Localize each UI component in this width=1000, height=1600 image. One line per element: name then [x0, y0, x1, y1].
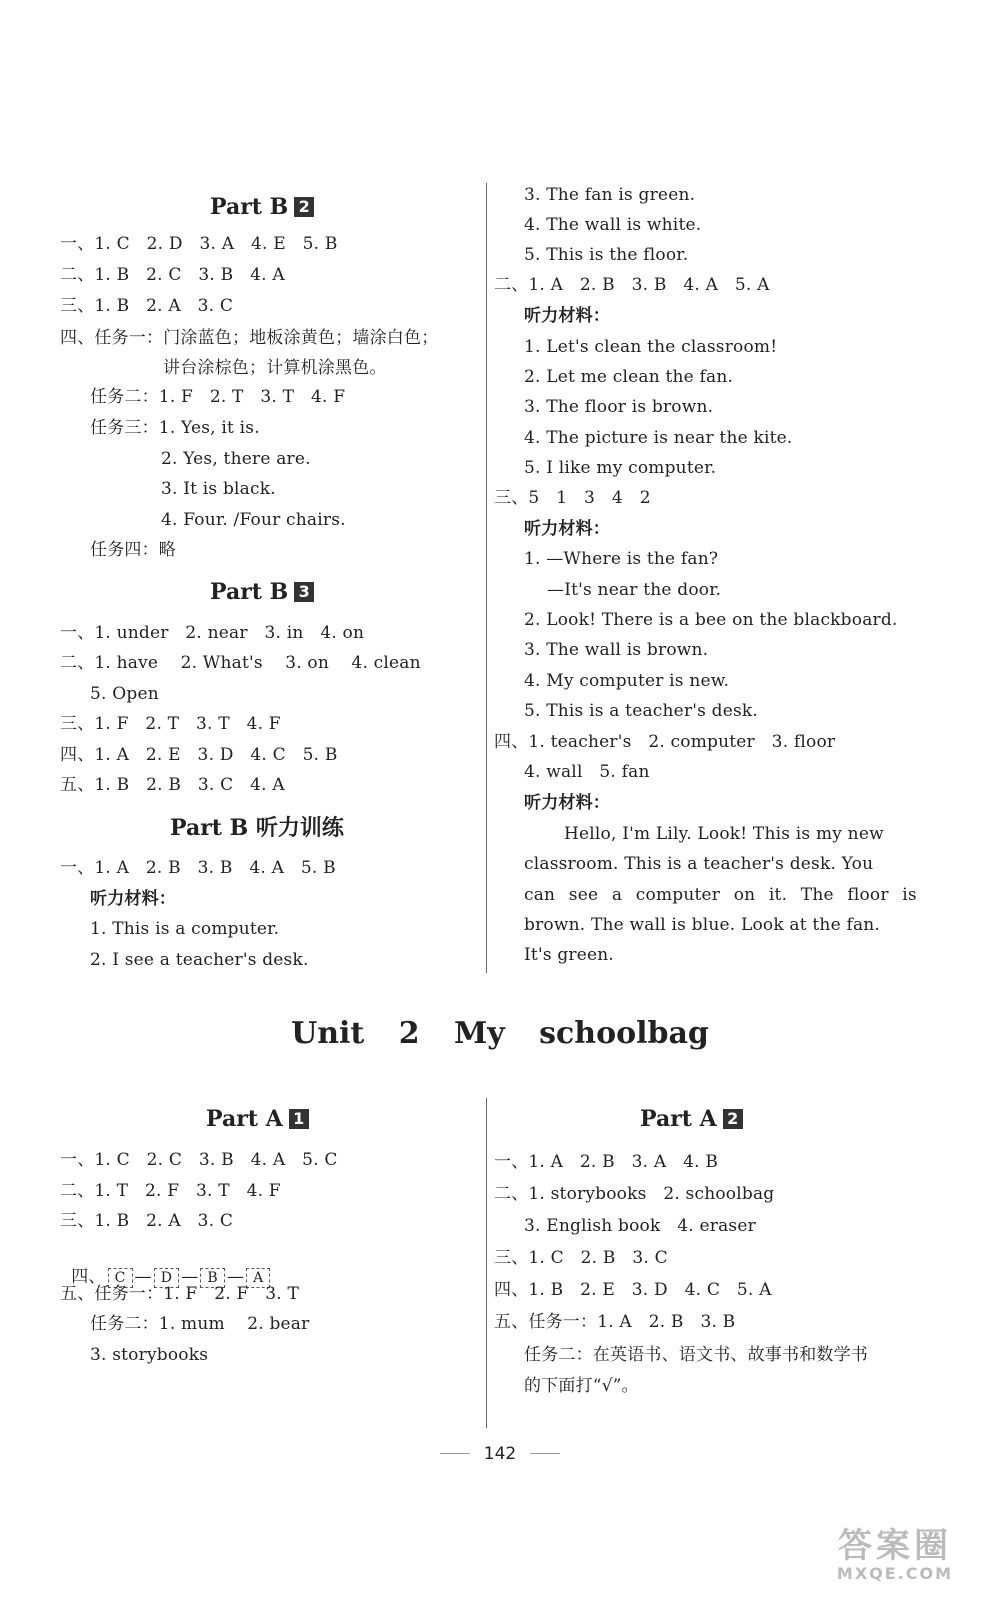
answer-line: 3. storybooks: [90, 1345, 209, 1365]
heading-part-b-listening: Part B 听力训练: [170, 815, 344, 841]
answer-line: 讲台涂棕色；计算机涂黑色。: [163, 358, 387, 378]
heading-part-a-1: Part A 1: [206, 1105, 309, 1133]
answer-line: 二、1. T 2. F 3. T 4. F: [60, 1181, 281, 1201]
answer-line: 任务二：1. F 2. T 3. T 4. F: [90, 387, 346, 407]
answer-line: 2. Let me clean the fan.: [524, 367, 734, 387]
heading-part-b-3: Part B 3: [210, 578, 314, 606]
answer-line: 3. It is black.: [161, 479, 276, 499]
separator: —: [181, 1267, 199, 1287]
passage-line: can see a computer on it. The floor is: [524, 885, 917, 905]
answer-line: 一、1. under 2. near 3. in 4. on: [60, 623, 365, 643]
item-prefix: 四、: [71, 1267, 106, 1287]
answer-line: 三、5 1 3 4 2: [494, 488, 651, 508]
answer-line: 2. Look! There is a bee on the blackboard.: [524, 610, 898, 630]
passage-line: brown. The wall is blue. Look at the fan.: [524, 915, 881, 935]
answer-line: 的下面打“√”。: [524, 1376, 639, 1396]
answer-line: 一、1. A 2. B 3. B 4. A 5. B: [60, 858, 336, 878]
watermark-logo: [810, 1528, 980, 1588]
answer-line: 五、1. B 2. B 3. C 4. A: [60, 775, 285, 795]
answer-line: 二、1. A 2. B 3. B 4. A 5. A: [494, 275, 770, 295]
heading-part-b-2: Part B 2: [210, 193, 314, 221]
sequence-line: [60, 1244, 272, 1288]
answer-line: 1. —Where is the fan?: [524, 549, 719, 569]
answer-line: 三、1. F 2. T 3. T 4. F: [60, 714, 281, 734]
badge-2: 2: [294, 197, 314, 217]
answer-line: 五、任务一：1. F 2. F 3. T: [60, 1284, 300, 1304]
heading-part-a-2: Part A 2: [640, 1105, 743, 1133]
answer-line: 5. Open: [90, 684, 159, 704]
passage-line: It's green.: [524, 945, 615, 965]
sequence-box: D: [154, 1268, 179, 1288]
answer-line: 2. I see a teacher's desk.: [90, 950, 309, 970]
column-divider-bottom: [486, 1098, 487, 1428]
answer-line: 4. My computer is new.: [524, 671, 730, 691]
listening-label: 听力材料：: [524, 793, 610, 813]
answer-line: 5. This is the floor.: [524, 245, 689, 265]
sequence-box: B: [200, 1268, 225, 1288]
answer-line: 4. The wall is white.: [524, 215, 702, 235]
answer-line: 四、1. B 2. E 3. D 4. C 5. A: [494, 1280, 772, 1300]
listening-label: 听力材料：: [524, 519, 610, 539]
passage-line: classroom. This is a teacher's desk. You: [524, 854, 874, 874]
answer-line: 任务四：略: [90, 540, 176, 560]
answer-line: 3. The wall is brown.: [524, 640, 709, 660]
listening-label: 听力材料：: [524, 306, 610, 326]
answer-line: 五、任务一：1. A 2. B 3. B: [494, 1312, 736, 1332]
listening-label: 听力材料：: [90, 889, 176, 909]
answer-line: 任务二：1. mum 2. bear: [90, 1314, 310, 1334]
answer-line: 5. I like my computer.: [524, 458, 717, 478]
answer-line: 三、1. B 2. A 3. C: [60, 296, 234, 316]
answer-line: —It's near the door.: [547, 580, 722, 600]
watermark-url: MXQE.COM: [836, 1564, 954, 1583]
answer-line: 一、1. A 2. B 3. A 4. B: [494, 1152, 719, 1172]
answer-line: 三、1. B 2. A 3. C: [60, 1211, 234, 1231]
answer-line: 一、1. C 2. C 3. B 4. A 5. C: [60, 1150, 338, 1170]
sequence-box: C: [108, 1268, 133, 1288]
answer-line: 二、1. B 2. C 3. B 4. A: [60, 265, 285, 285]
unit-title: Unit 2 My schoolbag: [291, 1016, 709, 1051]
answer-line: 一、1. C 2. D 3. A 4. E 5. B: [60, 234, 338, 254]
sequence-box: A: [246, 1268, 270, 1288]
answer-line: 任务二：在英语书、语文书、故事书和数学书: [524, 1345, 868, 1365]
separator: —: [226, 1267, 245, 1287]
answer-line: 三、1. C 2. B 3. C: [494, 1248, 668, 1268]
answer-line: 5. This is a teacher's desk.: [524, 701, 759, 721]
answer-line: 1. This is a computer.: [90, 919, 280, 939]
answer-line: 4. Four. /Four chairs.: [161, 510, 346, 530]
answer-line: 四、1. teacher's 2. computer 3. floor: [494, 732, 836, 752]
answer-line: 4. wall 5. fan: [524, 762, 650, 782]
answer-line: 4. The picture is near the kite.: [524, 428, 793, 448]
answer-line: 二、1. storybooks 2. schoolbag: [494, 1184, 775, 1204]
answer-line: 二、1. have 2. What's 3. on 4. clean: [60, 653, 421, 673]
passage-line: Hello, I'm Lily. Look! This is my new: [564, 824, 884, 844]
answer-line: 3. The fan is green.: [524, 185, 696, 205]
column-divider-top: [486, 183, 487, 973]
answer-line: 3. English book 4. eraser: [524, 1216, 756, 1236]
badge-1: 1: [289, 1109, 309, 1129]
badge-2: 2: [723, 1109, 743, 1129]
answer-line: 2. Yes, there are.: [161, 449, 311, 469]
answer-line: 3. The floor is brown.: [524, 397, 714, 417]
badge-3: 3: [294, 582, 314, 602]
answer-line: 四、1. A 2. E 3. D 4. C 5. B: [60, 745, 338, 765]
watermark-text: 答案圈: [838, 1526, 952, 1566]
page-number: 142: [0, 1444, 1000, 1464]
answer-line: 1. Let's clean the classroom!: [524, 337, 778, 357]
answer-line: 四、任务一：门涂蓝色；地板涂黄色；墙涂白色；: [60, 328, 439, 348]
separator: —: [134, 1267, 152, 1287]
answer-line: 任务三：1. Yes, it is.: [90, 418, 260, 438]
